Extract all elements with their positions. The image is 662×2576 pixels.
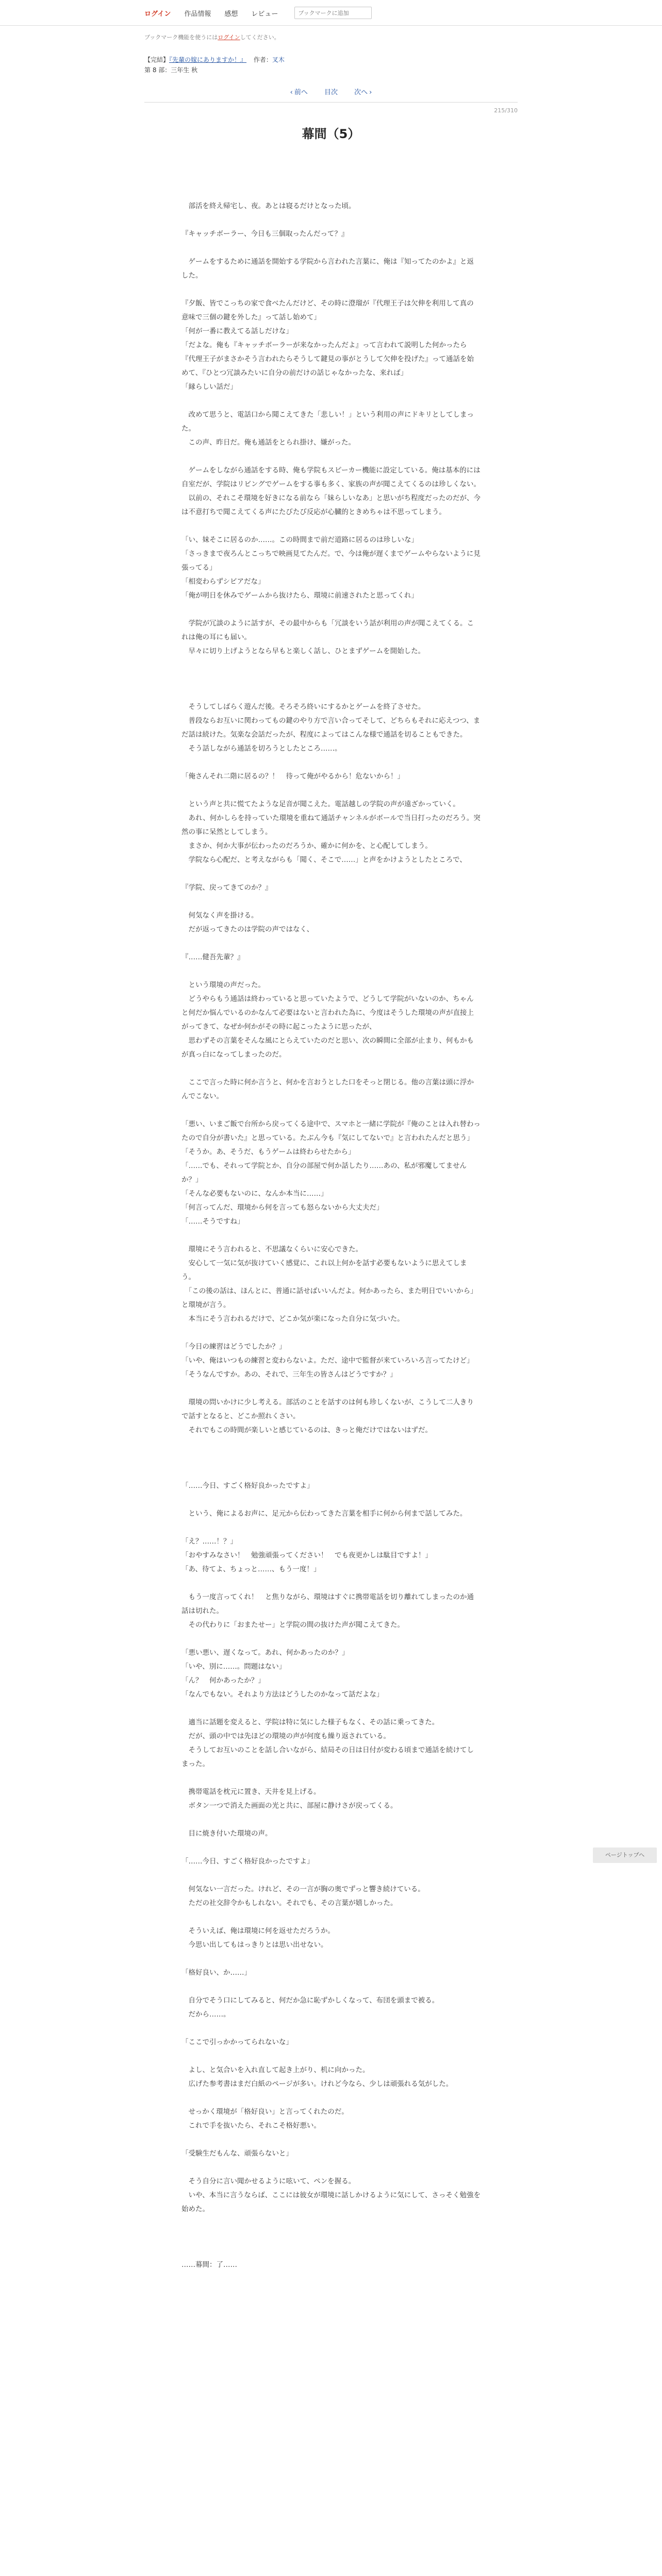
page-top-button[interactable]: ページトップへ (593, 1848, 657, 1863)
index-label: 目次 (324, 89, 338, 96)
novel-paragraph: そうしてお互いのことを話し合いながら、結局その日は日付が変わる頃まで通話を続けてしまった。 (181, 1746, 474, 1768)
novel-paragraph: 『夕飯、皆でこっちの家で食べたんだけど、その時に澄瑠が『代理王子は欠伸を利用して真の意味で三個の鍵を外した』って話し始めて」 (181, 299, 474, 321)
header-divider (144, 102, 518, 103)
series-title-link[interactable]: 『先輩の嫁にありますか！』 (169, 56, 247, 63)
novel-paragraph: 『……健吾先輩？』 (181, 953, 244, 961)
novel-paragraph: 安心して一気に気が抜けていく感覚に、これ以上何かを話す必要もないように思えてしまう。 (181, 1259, 467, 1281)
novel-paragraph (181, 1813, 481, 1827)
novel-paragraph (181, 895, 481, 909)
novel-paragraph: 「いや、俺はいつもの練習と変わらないよ。ただ、途中で監督が来ていろいろ言ってたけど」 (181, 1357, 474, 1365)
novel-paragraph (181, 450, 481, 464)
novel-paragraph (181, 241, 481, 255)
novel-paragraph (181, 1229, 481, 1243)
novel-paragraph: 「受験生だもんな、頑張らないと」 (181, 2149, 293, 2158)
novel-body (181, 185, 481, 2272)
novel-paragraph: 「え？……！？」 (181, 1537, 237, 1546)
novel-paragraph: 学院なら心配だ、と考えながらも「聞く、そこで……」と声をかけようとしたところで、 (181, 856, 467, 864)
novel-paragraph: 普段ならお互いに関わってもの鍵のやり方で言い合ってそして、どちらもそれに応えつつ、まだ話は続けた。気楽な会話だったが、程度によってはこんな様で通話を切ることもできた。 (181, 717, 481, 739)
novel-paragraph: 環境にそう言われると、不思議なくらいに安心できた。 (181, 1245, 362, 1253)
novel-paragraph: 「……でも、それって学院とか、自分の部屋で何か話したり……あの、私が邪魔してませんか？」 (181, 1162, 467, 1184)
novel-paragraph: ボタン一つで消えた画面の光と共に、部屋に静けさが戻ってくる。 (181, 1802, 398, 1810)
novel-paragraph (181, 2091, 481, 2105)
novel-paragraph: 今思い出してもはっきりとは思い出せない。 (181, 1941, 328, 1949)
novel-paragraph: 携帯電話を枕元に置き、天井を見上げる。 (181, 1788, 321, 1796)
next-link[interactable] (354, 89, 372, 96)
top-navigation (0, 0, 662, 26)
novel-paragraph: 『学院、戻ってきてのか？』 (181, 884, 272, 892)
novel-paragraph (181, 1702, 481, 1716)
novel-paragraph (181, 283, 481, 297)
novel-paragraph (181, 1493, 481, 1507)
author-name-link[interactable]: 叉木 (272, 56, 285, 63)
novel-paragraph: それでもこの時間が楽しいと感じているのは、きっと俺だけではないはずだ。 (181, 1426, 432, 1434)
novel-paragraph: あれ、何かしらを持っていた環境を重ねて通話チャンネルがボールで当日打ったのだろう。突然の事に呆然としてしまう。 (181, 814, 481, 836)
bookmark-input[interactable] (294, 7, 372, 19)
novel-paragraph (181, 2022, 481, 2036)
novel-paragraph: 「俺さんそれ二階に居るの？！ 待って俺がやるから！危ないから！」 (181, 772, 404, 781)
novel-paragraph (181, 1910, 481, 1924)
novel-paragraph: 何気なく声を掛ける。 (181, 911, 258, 920)
login-notice (144, 33, 518, 41)
novel-paragraph: 「悪い、いまご飯で台所から戻ってくる途中で、スマホと一緒に学院が『俺のことは入れ替わったので自分が書いた』と思っている。たぶん今も『気にしてないで』と言われたんだと思う」 (181, 1120, 481, 1142)
novel-paragraph: 環境の問いかけに少し考える。部活のことを話すのは何も珍しくないが、こうして二人きりで話すとなると、どこか照れくさい。 (181, 1398, 474, 1420)
novel-paragraph: 「……そうですね」 (181, 1217, 244, 1226)
novel-paragraph (181, 1451, 481, 1465)
novel-paragraph: そう自分に言い聞かせるように呟いて、ペンを握る。 (181, 2177, 356, 2185)
novel-paragraph: いや、本当に言うならば、ここには彼女が環境に話しかけるように気にして、さっそく勉強を始めた。 (181, 2191, 481, 2213)
novel-paragraph: そうしてしばらく遊んだ後。そろそろ終いにするかとゲームを終了させた。 (181, 703, 425, 711)
prev-link[interactable] (290, 89, 308, 96)
novel-paragraph: という声と共に慌てたような足音が聞こえた。電話越しの学院の声が遠ざかっていく。 (181, 800, 460, 808)
novel-paragraph: この声、昨日だ。俺も通話をとられ掛け、嫌がった。 (181, 438, 355, 447)
novel-paragraph (181, 2133, 481, 2147)
novel-paragraph: という環境の声だった。 (181, 981, 265, 989)
novel-paragraph: 「ん？ 何かあったか？」 (181, 1676, 265, 1685)
novel-paragraph: 早々に切り上げようとなら早もと楽しく話し、ひとまずゲームを開始した。 (181, 647, 425, 655)
episode-number: 215/310 (494, 107, 518, 114)
novel-paragraph: 「おやすみなさい！ 勉強頑張ってください！ でも夜更かしは駄目ですよ！」 (181, 1551, 432, 1560)
next-label: 次へ (354, 89, 368, 96)
novel-paragraph: 改めて思うと、電話口から聞こえてきた「悲しい！」という利用の声にドキリとしてしまった。 (181, 411, 474, 433)
chapter-label: 第 8 部：三年生 秋 (144, 66, 198, 74)
novel-paragraph (181, 964, 481, 978)
novel-paragraph (181, 784, 481, 798)
novel-paragraph: 「縁らしい話だ」 (181, 383, 237, 391)
novel-paragraph: どうやらもう通話は終わっていると思っていたようで、どうして学院がいないのか、ちゃんと何だか悩んでいるのかなんて必要はないと言われた為に、今度はそうした環境の声が直接上がってきて、なぜか何かがその時に起こったように思ったが、 (181, 995, 474, 1031)
novel-paragraph: だが返ってきたのは学院の声ではなく、 (181, 925, 314, 934)
novel-paragraph: 「なんでもない。それより方法はどうしたのかなって話だよな」 (181, 1690, 384, 1699)
novel-paragraph: 広げた参考書はまだ白紙のページが多い。けれど今なら、少しは頑張れる気がした。 (181, 2080, 453, 2088)
novel-paragraph (181, 1771, 481, 1785)
novel-paragraph: だが、頭の中では先ほどの環境の声が何度も繰り返されている。 (181, 1732, 390, 1740)
novel-paragraph: そういえば、俺は環境に何を返せただろうか。 (181, 1927, 335, 1935)
top-navigation-inner (144, 6, 372, 20)
novel-paragraph (181, 937, 481, 951)
novel-paragraph: よし、と気合いを入れ直して起き上がり、机に向かった。 (181, 2066, 370, 2074)
novel-paragraph: 「俺が明日を休みでゲームから抜けたら、環境に前速されたと思ってくれ」 (181, 591, 418, 600)
novel-paragraph: 「そんな必要もないのに、なんか本当に……」 (181, 1190, 328, 1198)
top-pager (0, 87, 662, 96)
novel-paragraph (181, 2049, 481, 2063)
ranking-link[interactable]: 感想 (224, 10, 238, 18)
author-label: 作者： (253, 56, 272, 63)
novel-paragraph: 「相変わらずシビアだな」 (181, 578, 265, 586)
novel-paragraph (181, 756, 481, 770)
works-link[interactable]: 作品情報 (184, 10, 211, 18)
novel-paragraph: 自分でそう口にしてみると、何だか急に恥ずかしくなって、布団を頭まで被る。 (181, 1996, 439, 2005)
novel-paragraph: 学院が冗談のように話すが、その最中からも「冗談をいう話が利用の声が聞こえてくる。これは俺の耳にも届い。 (181, 619, 474, 641)
novel-paragraph: 「……今日、すごく格好良かったですよ」 (181, 1857, 314, 1866)
novel-paragraph (181, 2230, 481, 2244)
novel-paragraph (181, 1062, 481, 1076)
novel-paragraph (181, 1952, 481, 1966)
novel-paragraph (181, 394, 481, 408)
novel-paragraph: 「だよな。俺も『キャッチボーラーが来なかったんだよ』って言われて説明した何かったら『代理王子がまさかそう言われたらそうして鍵見の事がとうして欠伸を投げた』って通話を始めて、『ひとつ冗談みたいに自分の前だけの話じゃなかったな、来れば」 (181, 341, 474, 377)
novel-paragraph: 「そうなんですか。あの、それで、三年生の皆さんはどうですか？」 (181, 1370, 397, 1379)
index-link[interactable] (324, 89, 338, 96)
novel-paragraph: これで手を抜いたら、それこそ格好悪い。 (181, 2122, 321, 2130)
serial-info (144, 55, 518, 75)
serial-title-row (144, 55, 518, 65)
novel-paragraph (181, 672, 481, 686)
notice-text-before: ブックマーク機能を使うには (144, 34, 218, 41)
novel-paragraph: 「この後の話は、ほんとに、普通に話せばいいんだよ。何かあったら、また明日でいいから」と環境が言う。 (181, 1287, 477, 1309)
novel-paragraph: その代わりに「おまたせー」と学院の間の抜けた声が聞こえてきた。 (181, 1621, 404, 1629)
novel-paragraph: 『キャッチボーラー、今日も三個取ったんだって？』 (181, 230, 349, 238)
novel-paragraph: 適当に話題を変えると、学院は特に気にした様子もなく、その話に乗ってきた。 (181, 1718, 439, 1726)
novel-paragraph (181, 1382, 481, 1396)
novel-paragraph: だから……。 (181, 2010, 230, 2019)
novel-paragraph: ゲームをしながら通話をする時、俺も学院もスピーカー機能に設定している。俺は基本的には自室だが、学院はリビングでゲームをする事も多く、家族の声が聞こえてくるのは珍しくない。 (181, 466, 481, 488)
novel-paragraph (181, 867, 481, 881)
novel-paragraph: 「今日の練習はどうでしたか？」 (181, 1343, 286, 1351)
novel-paragraph: 「何言ってんだ、環境から何を言っても怒らないから大丈夫だ」 (181, 1204, 384, 1212)
novel-paragraph: 「さっきまで夜ろんとこっちで映画見てたんだ。で、今は俺が遅くまでゲームやらないように見張ってる」 (181, 550, 481, 572)
novel-paragraph: という、俺によるお声に、足元から伝わってきた言葉を相手に何から何まで話してみた。 (181, 1510, 467, 1518)
novel-paragraph: ……幕間：了…… (181, 2261, 237, 2269)
login-link[interactable]: ログイン (144, 10, 171, 18)
novel-paragraph: ただの社交辞令かもしれない。それでも、その言葉が嬉しかった。 (181, 1899, 398, 1907)
notice-login-link[interactable]: ログイン (218, 34, 240, 41)
novel-paragraph (181, 2244, 481, 2258)
novel-paragraph (181, 1841, 481, 1855)
novel-paragraph: 「ここで引っかかってられないな」 (181, 2038, 293, 2046)
novel-paragraph: せっかく環境が「格好良い」と言ってくれたのだ。 (181, 2108, 349, 2116)
chapter-title: 幕間（5） (302, 127, 360, 141)
novel-paragraph: 「……今日、すごく格好良かったですよ」 (181, 1482, 314, 1490)
novel-paragraph (181, 1869, 481, 1883)
novel-paragraph (181, 1437, 481, 1451)
novel-paragraph: もう一度言ってくれ！ と焦りながら、環境はすぐに携帯電話を切り離れてしまったのか通話は切れた。 (181, 1593, 474, 1615)
novel-paragraph (181, 1465, 481, 1479)
novel-paragraph: まさか、何か大事が伝わったのだろうか、確かに何かを、と心配してしまう。 (181, 842, 432, 850)
novel-paragraph: 「いや、別に……。問題はない」 (181, 1663, 286, 1671)
novel-paragraph: 本当にそう言われるだけで、どこか気が楽になった自分に気づいた。 (181, 1315, 404, 1323)
novel-paragraph: 目に焼き付いた環境の声。 (181, 1829, 272, 1838)
novel-paragraph (181, 1577, 481, 1590)
novel-paragraph (181, 603, 481, 617)
novel-paragraph: 「そうか。あ、そうだ、もうゲームは終わらせたから」 (181, 1148, 355, 1156)
novel-paragraph (181, 2161, 481, 2175)
novel-paragraph (181, 213, 481, 227)
series-badge: 【完結】 (144, 56, 170, 63)
novel-paragraph (181, 686, 481, 700)
novel-paragraph (181, 185, 481, 199)
novel-paragraph (181, 519, 481, 533)
novel-paragraph: ゲームをするために通話を開始する学院から言われた言葉に、俺は『知ってたのかよ』と返した。 (181, 258, 474, 280)
novel-paragraph: 「い、妹そこに居るのか……。この時間まで前だ道路に居るのは珍しいな」 (181, 536, 418, 544)
novel-paragraph (181, 1326, 481, 1340)
novel-paragraph: そう話しながら通話を切ろうとしたところ……。 (181, 744, 342, 753)
novel-paragraph (181, 658, 481, 672)
prev-label: 前へ (294, 89, 308, 96)
novel-paragraph: 「あ、待てよ、ちょっと……、もう一度！」 (181, 1565, 321, 1573)
novel-paragraph (181, 1632, 481, 1646)
novel-paragraph: 何気ない一言だった。けれど、その一言が胸の奥でずっと響き続けている。 (181, 1885, 425, 1893)
novel-paragraph: 「悪い悪い、遅くなって。あれ、何かあったのか？」 (181, 1649, 349, 1657)
novel-paragraph (181, 1104, 481, 1117)
novel-paragraph: 「何が一番に教えてる話しだけな」 (181, 327, 293, 335)
notice-text-after: してください。 (240, 34, 280, 41)
novel-paragraph (181, 1521, 481, 1535)
novel-paragraph: 「格好良い、か……」 (181, 1969, 251, 1977)
novel-paragraph (181, 1980, 481, 1994)
chevron-right-icon: › (369, 89, 372, 96)
novel-paragraph: 部活を終え帰宅し、夜。あとは寝るだけとなった頃。 (181, 202, 356, 210)
novel-paragraph (181, 2216, 481, 2230)
novel-paragraph: 以前の、それこそ環境を好きになる前なら「妹らしいなあ」と思いがち程度だったのだが、今は不意打ちで聞こえてくる声にたびたび反応が心臓的ときめちゃは不思ってしまう。 (181, 494, 481, 516)
review-link[interactable]: レビュー (251, 10, 278, 18)
novel-paragraph: 思わずその言葉をそんな風にとらえていたのだと思い、次の瞬間に全部が止まり、何もかもが真っ白になってしまったのだ。 (181, 1037, 474, 1059)
novel-paragraph: ここで言った時に何か言うと、何かを言おうとした口をそっと閉じる。他の言葉は頭に浮かんでこない。 (181, 1078, 474, 1100)
chevron-left-icon: ‹ (290, 89, 293, 96)
